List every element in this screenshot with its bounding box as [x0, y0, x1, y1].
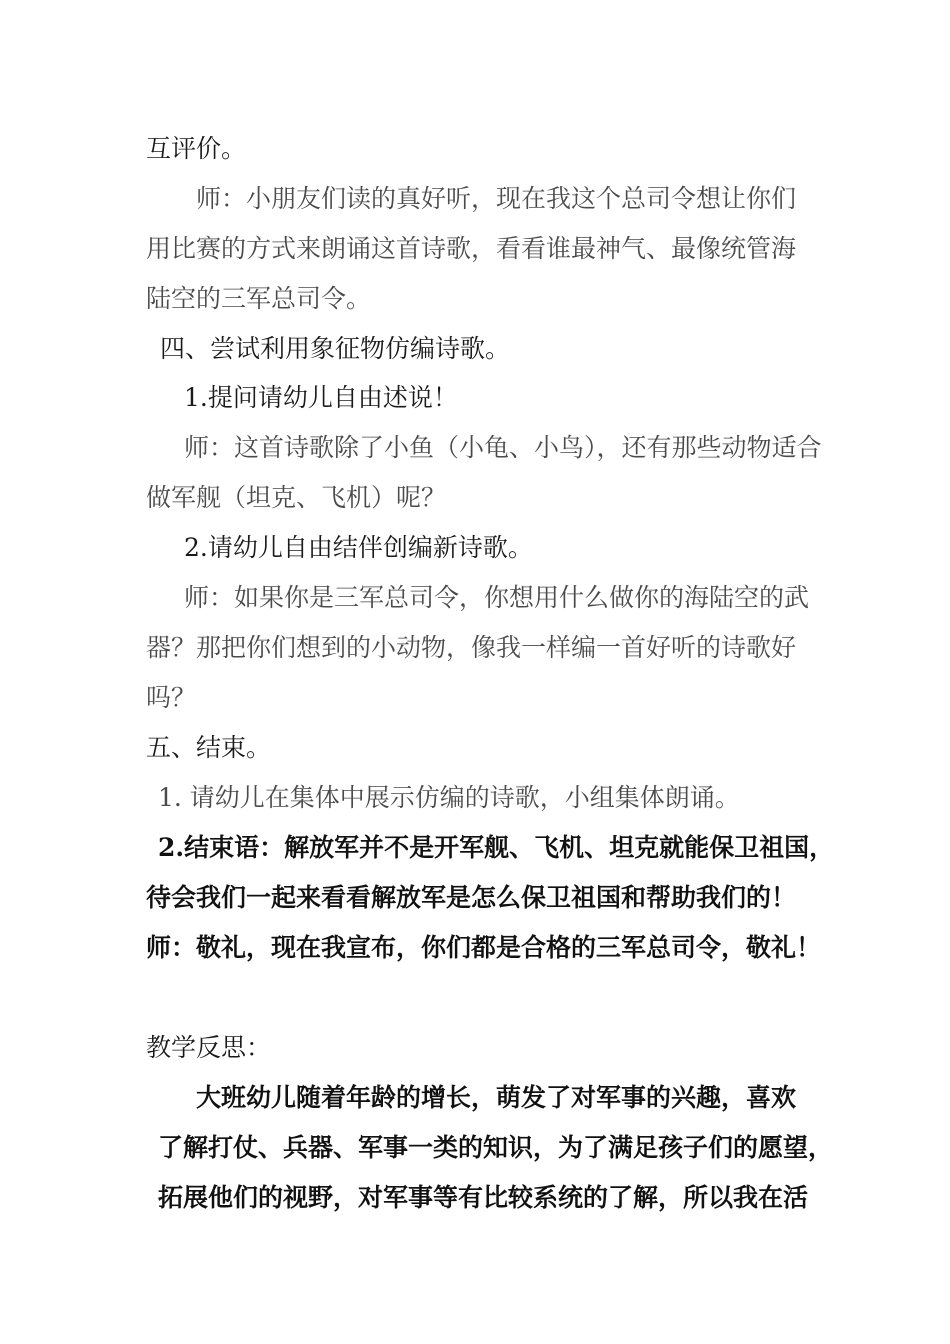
text-line: 1.提问请幼儿自由述说！ — [184, 383, 458, 412]
text-line: 师：敬礼，现在我宣布，你们都是合格的三军总司令，敬礼！ — [146, 933, 822, 962]
text-line: 陆空的三军总司令。 — [146, 284, 372, 313]
text-line: 待会我们一起来看看解放军是怎么保卫祖国和帮助我们的！ — [146, 883, 797, 912]
text-line: 2.结束语：解放军并不是开军舰、飞机、坦克就能保卫祖国， — [158, 833, 835, 862]
text-line: 师：如果你是三军总司令，你想用什么做你的海陆空的武 — [184, 583, 810, 612]
text-line: 用比赛的方式来朗诵这首诗歌，看看谁最神气、最像统管海 — [146, 234, 797, 263]
text-line: 了解打仗、兵器、军事一类的知识，为了满足孩子们的愿望， — [158, 1133, 834, 1162]
text-line: 大班幼儿随着年龄的增长，萌发了对军事的兴趣，喜欢 — [196, 1083, 797, 1112]
text-line: 拓展他们的视野，对军事等有比较系统的了解，所以我在活 — [158, 1183, 809, 1212]
text-line: 1. 请幼儿在集体中展示仿编的诗歌，小组集体朗诵。 — [158, 783, 740, 812]
section-heading: 教学反思： — [146, 1033, 272, 1062]
text-line: 师：这首诗歌除了小鱼（小龟、小鸟），还有那些动物适合 — [184, 433, 822, 462]
text-line: 吗？ — [146, 683, 197, 712]
text-line: 做军舰（坦克、飞机）呢？ — [146, 483, 447, 512]
text-line: 器？那把你们想到的小动物，像我一样编一首好听的诗歌好 — [146, 633, 797, 662]
text-line: 2.请幼儿自由结伴创编新诗歌。 — [184, 533, 533, 562]
text-line: 师：小朋友们读的真好听，现在我这个总司令想让你们 — [196, 184, 797, 213]
text-line: 互评价。 — [146, 134, 247, 163]
section-heading: 五、结束。 — [146, 733, 272, 762]
section-heading: 四、尝试利用象征物仿编诗歌。 — [160, 334, 511, 363]
